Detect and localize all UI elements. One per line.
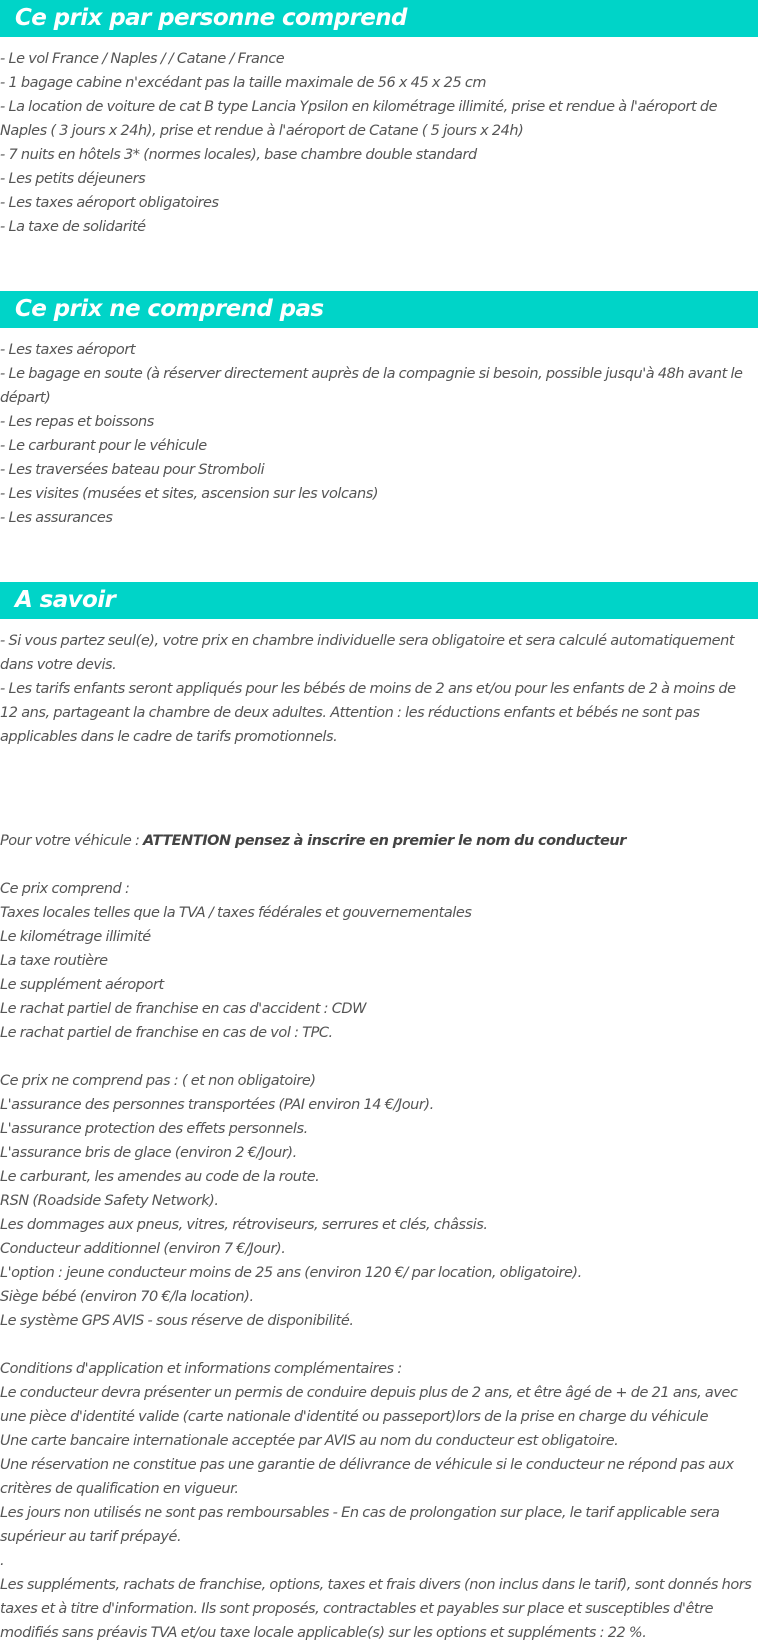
list-item: - Les repas et boissons — [0, 414, 154, 430]
list-item: - Si vous partez seul(e), votre prix en chambre individuelle sera obligatoire et sera calculé automatiquement dans votre devis. — [0, 633, 735, 673]
vehicle-excludes-title: Ce prix ne comprend pas : ( et non obligatoire) — [0, 1073, 316, 1089]
list-item: L'assurance des personnes transportées (PAI environ 14 €/Jour). — [0, 1097, 434, 1113]
list-item: - Le carburant pour le véhicule — [0, 438, 207, 454]
list-item: RSN (Roadside Safety Network). — [0, 1193, 219, 1209]
list-item: Taxes locales telles que la TVA / taxes fédérales et gouvernementales — [0, 905, 472, 921]
list-item: - Les taxes aéroport — [0, 342, 136, 358]
vehicle-conditions-title: Conditions d'application et informations complémentaires : — [0, 1361, 402, 1377]
list-item: - Le vol France / Naples / / Catane / France — [0, 51, 285, 67]
spacer — [0, 1045, 758, 1069]
list-item: - 1 bagage cabine n'excédant pas la taille maximale de 56 x 45 x 25 cm — [0, 75, 487, 91]
list-item: Les jours non utilisés ne sont pas remboursables - En cas de prolongation sur place, le tarif applicable sera supérieur au tarif prépayé. — [0, 1505, 720, 1545]
list-item: - Les petits déjeuners — [0, 171, 146, 187]
spacer — [0, 853, 758, 877]
vehicle-section — [0, 829, 758, 1645]
list-item: L'option : jeune conducteur moins de 25 ans (environ 120 €/ par location, obligatoire). — [0, 1265, 582, 1281]
vehicle-intro — [0, 829, 758, 853]
list-item: - Les taxes aéroport obligatoires — [0, 195, 219, 211]
not-included-list — [0, 328, 758, 530]
list-item: L'assurance protection des effets personnels. — [0, 1121, 308, 1137]
to-know-heading: A savoir — [0, 582, 758, 619]
included-list — [0, 37, 758, 239]
spacer — [0, 1333, 758, 1357]
list-item: - 7 nuits en hôtels 3* (normes locales), base chambre double standard — [0, 147, 477, 163]
not-included-section — [0, 291, 758, 530]
list-item: Le rachat partiel de franchise en cas d'accident : CDW — [0, 1001, 366, 1017]
list-item: Le carburant, les amendes au code de la route. — [0, 1169, 320, 1185]
to-know-section — [0, 582, 758, 749]
list-item: L'assurance bris de glace (environ 2 €/Jour). — [0, 1145, 297, 1161]
list-item: - Les traversées bateau pour Stromboli — [0, 462, 265, 478]
included-heading: Ce prix par personne comprend — [0, 0, 758, 37]
list-item: Une carte bancaire internationale acceptée par AVIS au nom du conducteur est obligatoire. — [0, 1433, 619, 1449]
list-item: - La taxe de solidarité — [0, 219, 146, 235]
to-know-list — [0, 619, 758, 749]
list-item: - La location de voiture de cat B type Lancia Ypsilon en kilométrage illimité, prise et rendue à l'aéroport de Naples ( 3 jours x 24h), prise et rendue à l'aéroport de Catane ( 5 jours x 24h) — [0, 99, 718, 139]
list-item: Le kilométrage illimité — [0, 929, 151, 945]
list-item: - Le bagage en soute (à réserver directement auprès de la compagnie si besoin, possible jusqu'à 48h avant le départ) — [0, 366, 743, 406]
not-included-heading: Ce prix ne comprend pas — [0, 291, 758, 328]
list-item: - Les visites (musées et sites, ascension sur les volcans) — [0, 486, 379, 502]
vehicle-includes-title: Ce prix comprend : — [0, 881, 130, 897]
included-section — [0, 0, 758, 239]
list-item: Le système GPS AVIS - sous réserve de disponibilité. — [0, 1313, 354, 1329]
list-item: Conducteur additionnel (environ 7 €/Jour). — [0, 1241, 286, 1257]
list-item: Les dommages aux pneus, vitres, rétroviseurs, serrures et clés, châssis. — [0, 1217, 488, 1233]
list-item: La taxe routière — [0, 953, 108, 969]
list-item: Le supplément aéroport — [0, 977, 164, 993]
list-item: Siège bébé (environ 70 €/la location). — [0, 1289, 254, 1305]
vehicle-intro-label: Pour votre véhicule : — [0, 833, 144, 849]
list-item: - Les tarifs enfants seront appliqués pour les bébés de moins de 2 ans et/ou pour les enfants de 2 à moins de 12 ans, partageant la chambre de deux adultes. Attention : les réductions enfants et bébés ne sont pas applicables dans le cadre de tarifs promotionnels. — [0, 681, 736, 745]
list-item: Le rachat partiel de franchise en cas de vol : TPC. — [0, 1025, 333, 1041]
vehicle-warning: ATTENTION pensez à inscrire en premier le nom du conducteur — [143, 833, 626, 849]
list-item: Une réservation ne constitue pas une garantie de délivrance de véhicule si le conducteur ne répond pas aux critères de qualification en vigueur. — [0, 1457, 734, 1497]
list-item: - Les assurances — [0, 510, 113, 526]
list-item: Le conducteur devra présenter un permis de conduire depuis plus de 2 ans, et être âgé de + de 21 ans, avec une pièce d'identité valide (carte nationale d'identité ou passeport)lors de la prise en charge du véhicule — [0, 1385, 738, 1425]
list-item: . — [0, 1553, 5, 1569]
list-item: Les suppléments, rachats de franchise, options, taxes et frais divers (non inclus dans le tarif), sont donnés hors taxes et à titre d'information. Ils sont proposés, contractables et payables sur place et susceptibles d'être modifiés sans préavis TVA et/ou taxe locale applicable(s) sur les options et suppléments : 22 %. — [0, 1577, 752, 1641]
